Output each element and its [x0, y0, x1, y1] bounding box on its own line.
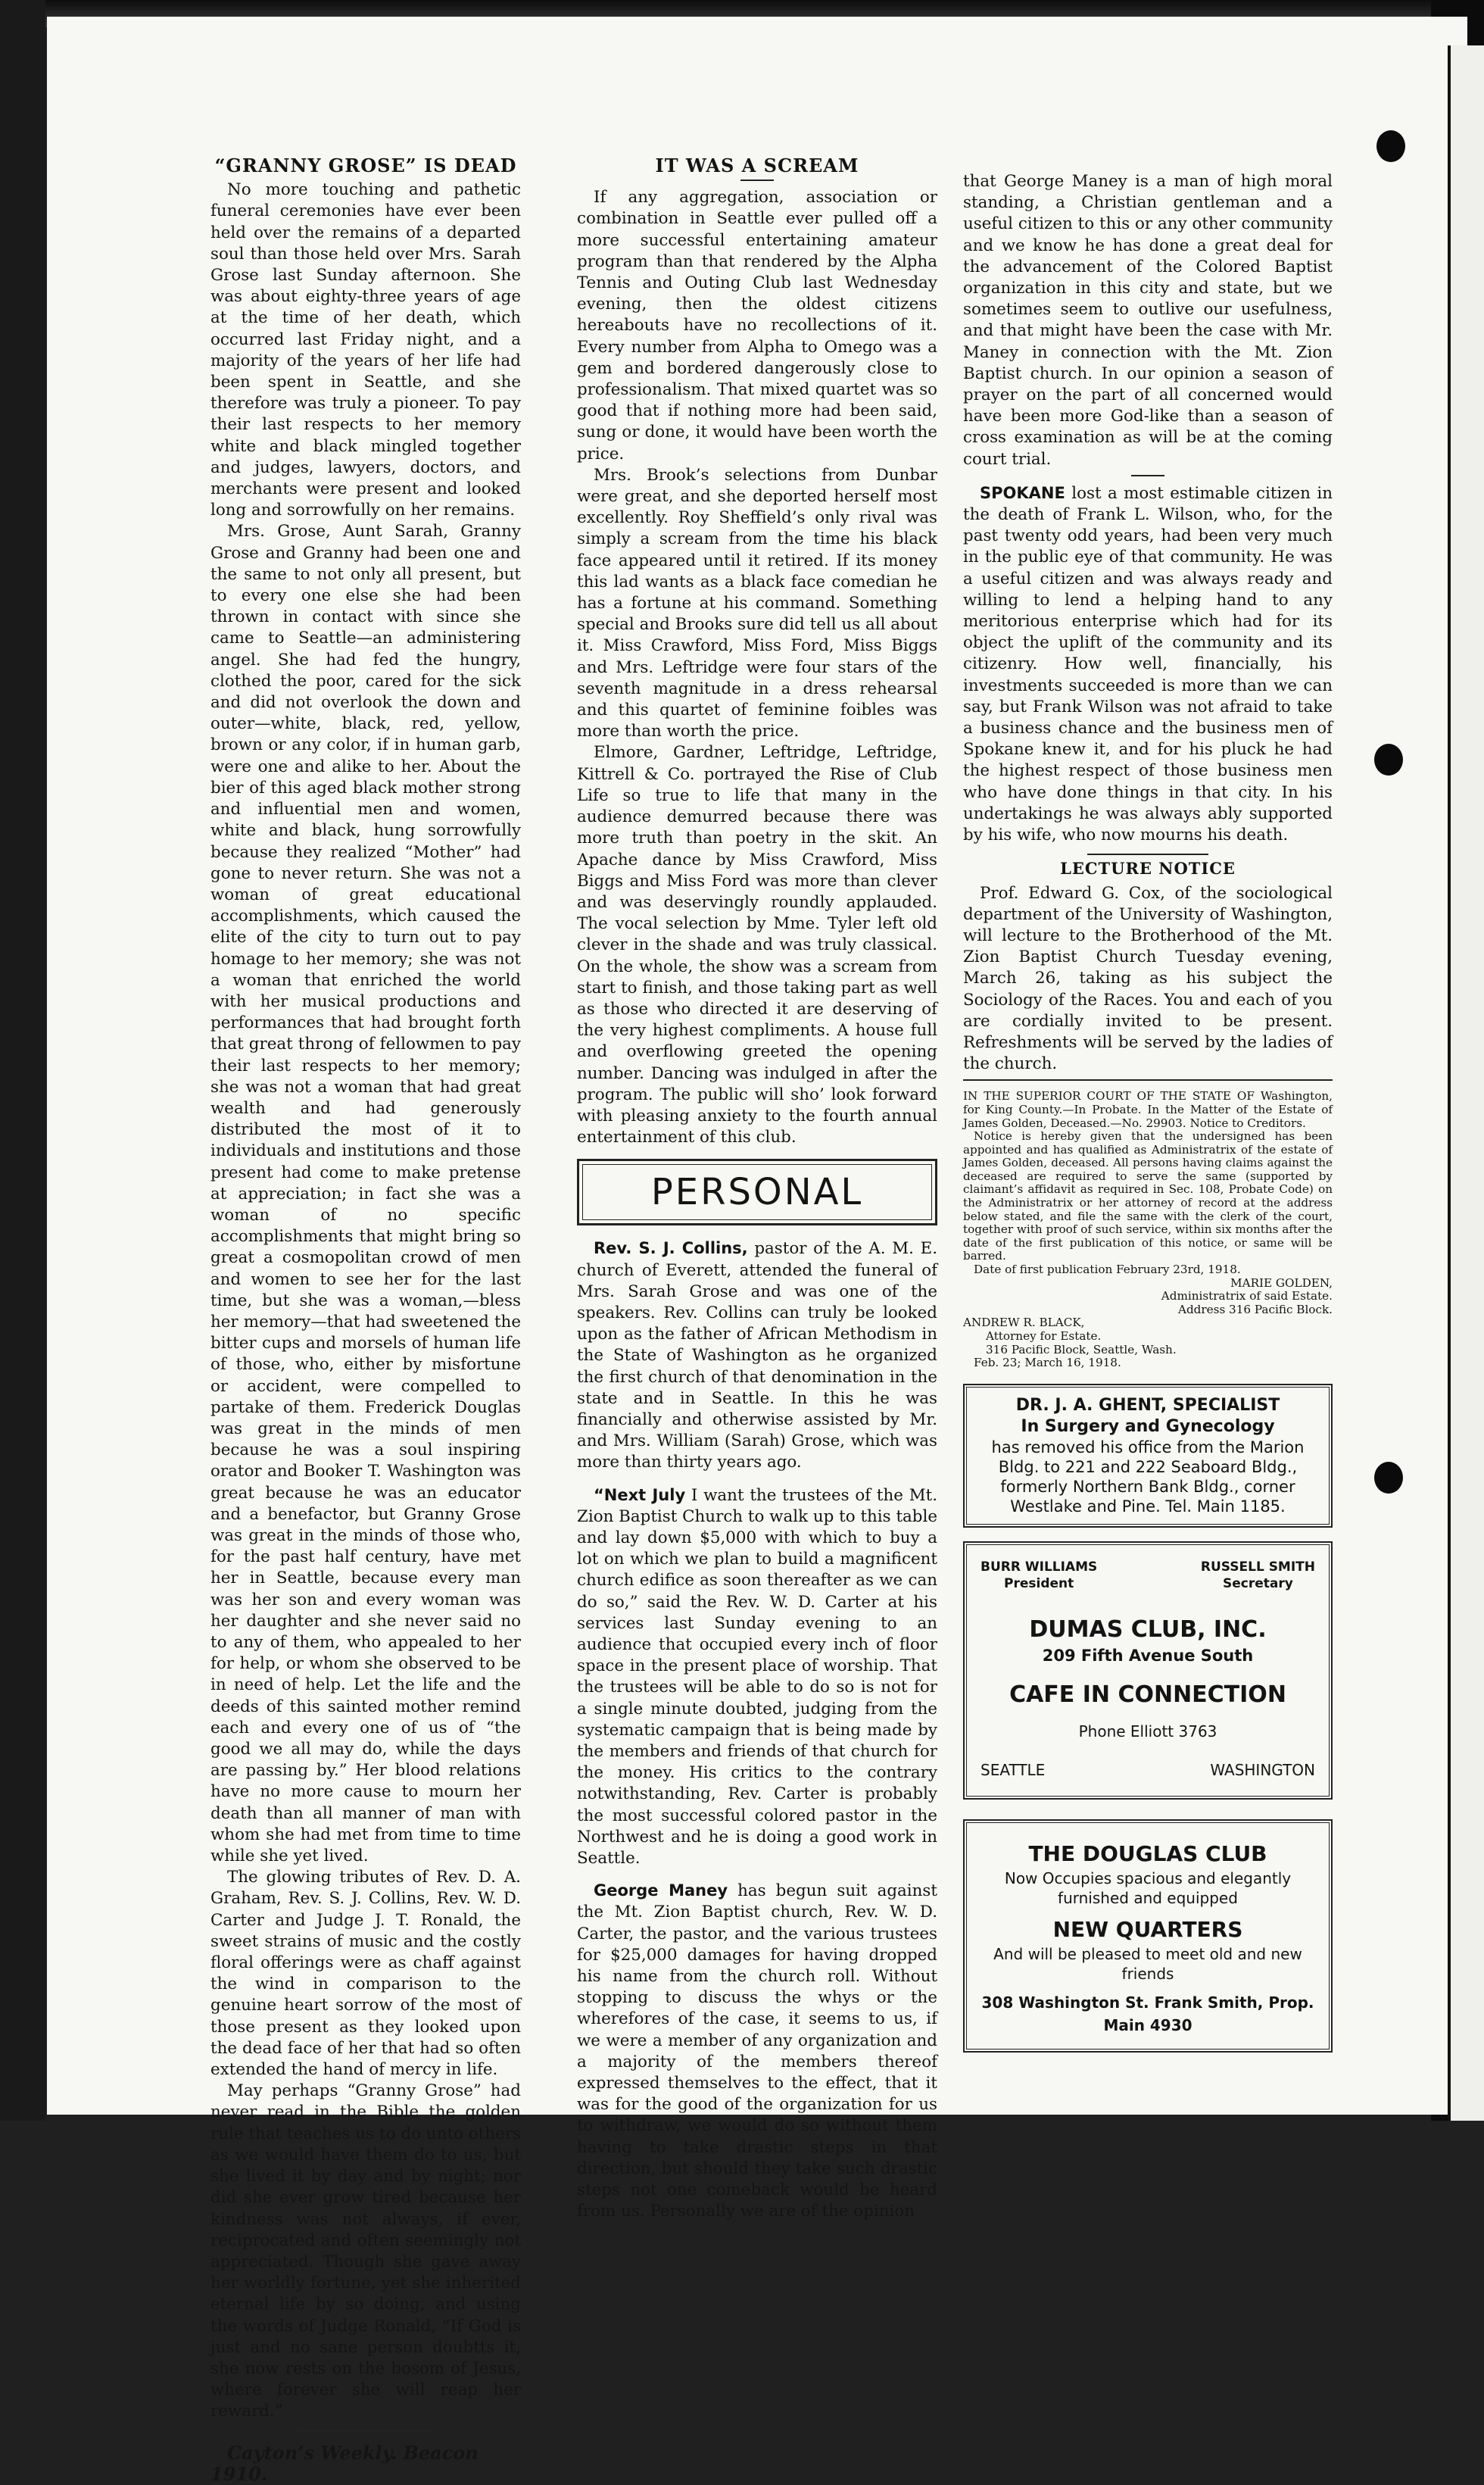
headline-rule [740, 180, 774, 181]
personal-item [577, 1880, 937, 2222]
ad-body: has removed his office from the Marion Bldg. to 221 and 222 Seaboard Bldg., formerly Northern Bank Bldg., corner Westlake and Pine. Tel. Main 1185. [991, 1438, 1305, 1516]
legal-attorney: ANDREW R. BLACK, [963, 1316, 1085, 1330]
ad-subtitle: NEW QUARTERS [1052, 1916, 1243, 1942]
article-paragraph: Mrs. Grose, Aunt Sarah, Granny Grose and Granny had been one and the same to not only all present, but to every one else she had been thrown in contact with since she came to Seattle—an administering angel. She had fed the hungry, clothed the poor, cared for the sick and did not overlook the down and outer—white, black, red, yellow, brown or any color, if in human garb, were one and alike to her. About the bier of this aged black mother strong and influential men and women, white and black, hung sorrowfully because they realized “Mother” had gone to never return. She was not a woman of great educational accomplishments, which caused the elite of the city to turn out to pay homage to her memory; she was not a woman that enriched the world with her musical productions and performances that had brought forth that great throng of fellowmen to pay their last respects to her memory; she was not a woman that had great wealth and had generously distributed the most of it to individuals and institutions and those present had come to make pretense at appreciation; in fact she was a woman of no specific accomplishments that might bring so great a cosmopolitan crowd of men and women to see her for the last time, but she was a woman,—bless her memory—that had sweetened the bitter cups and morsels of human life of those, who, either by misfortune or accident, were compelled to partake of them. Frederick Douglas was great in the minds of men because he was a soul inspiring orator and Booker T. Washington was great because he was an educator and a benefactor, but Granny Grose was great in the minds of those who, for the past half century, have met her in Seattle, because every man was her son and every woman was her daughter and she never said no to any of them, who appealed to her for help, or whom she observed to be in need of help. Let the life and the deeds of this sainted mother remind each and every one of us of “the good we all may do, while the days are passing by.” Her blood relations have no more cause to mourn her death than all manner of man with whom she had met from time to time while she yet lived. [210, 522, 521, 1866]
ad-phone: Phone Elliott 3763 [1078, 1722, 1217, 1741]
item-lead: SPOKANE [980, 483, 1065, 502]
column-scream-personal [577, 155, 937, 2222]
ad-title: DR. J. A. GHENT, SPECIALIST [1015, 1395, 1280, 1415]
scan-border-left [0, 0, 45, 2121]
page-edge-strip [1448, 45, 1484, 2121]
section-divider [1087, 854, 1208, 855]
headline-granny-grose: “GRANNY GROSE” IS DEAD [214, 155, 517, 176]
ad-body: And will be pleased to meet old and new friends [993, 1944, 1302, 1983]
section-divider [298, 2430, 434, 2432]
item-lead: “Next July [594, 1485, 686, 1504]
officer-name: BURR WILLIAMS [980, 1559, 1098, 1575]
item-text: pastor of the A. M. E. church of Everett, attended the funeral of Mrs. Sarah Grose and was one of the speakers. Rev. Collins can truly be looked upon as the father of African Methodism in the State of Washington as he organized the first church of that denomination in the state and in Seattle. In this he was financially and otherwise assisted by Mr. and Mrs. William (Sarah) Grose, which was more than thirty years ago. [577, 1239, 937, 1472]
colophon: Cayton’s Weekly. Beacon 1910. [210, 2441, 479, 2485]
legal-attorney: 316 Pacific Block, Seattle, Wash. [986, 1342, 1177, 1356]
item-text: lost a most estimable citizen in the death of Frank L. Wilson, who, for the past twenty odd years, had been very much in the public eye of that community. He was a useful citizen and was always ready and willing to lend a helping hand to any meritorious enterprise which had for its object the uplift of the community and its citizenry. How well, financially, his investments succeeded is more than we can say, but Frank Wilson was not afraid to take a business chance and the business men of Spokane knew it, and for his pluck he had the highest respect of those business men who have done things in that city. In his undertakings he was always ably supported by his wife, who now mourns his death. [963, 483, 1333, 845]
legal-line: IN THE SUPERIOR COURT OF THE STATE OF Washington, for King County.—In Probate. In the Matter of the Estate of James Golden, Deceased.—No. 29903. Notice to Creditors. [963, 1089, 1333, 1130]
legal-line: Date of first publication February 23rd, 1918. [974, 1263, 1241, 1277]
binder-hole [1374, 744, 1403, 776]
lecture-paragraph: Prof. Edward G. Cox, of the sociological department of the University of Washington, will lecture to the Brotherhood of the Mt. Zion Baptist Church Tuesday evening, March 26, taking as his subject the Sociology of the Races. You and each of you are cordially invited to be present. Refreshments will be served by the ladies of the church. [963, 883, 1333, 1074]
ad-city: SEATTLE [980, 1760, 1046, 1779]
ad-title: THE DOUGLAS CLUB [1028, 1840, 1267, 1866]
legal-attorney: Attorney for Estate. [986, 1329, 1102, 1344]
article-paragraph: If any aggregation, association or combination in Seattle ever pulled off a more successful entertaining amateur program than that rendered by the Alpha Tennis and Outing Club last Wednesday evening, then the oldest citizens hereabouts have no recollections of it. Every number from Alpha to Omego was a gem and bordered dangerously close to professionalism. That mixed quartet was so good that if nothing more had been said, sung or done, it would have been worth the price. [577, 188, 937, 464]
ad-address: 308 Washington St. Frank Smith, Prop. [981, 1993, 1314, 2012]
legal-signature: Administratrix of said Estate. [1161, 1289, 1333, 1303]
legal-notice [963, 1090, 1333, 1369]
personal-heading-box [577, 1159, 937, 1225]
officer-title: President [1004, 1576, 1074, 1592]
personal-item [577, 1484, 937, 1870]
personal-item [577, 1238, 937, 1473]
column-right [963, 171, 1333, 2053]
legal-signature: MARIE GOLDEN, [1230, 1275, 1333, 1290]
officer-title: Secretary [1223, 1576, 1293, 1592]
headline-it-was-a-scream: IT WAS A SCREAM [655, 155, 859, 176]
ad-title: DUMAS CLUB, INC. [1029, 1616, 1267, 1644]
article-paragraph: The glowing tributes of Rev. D. A. Graham, Rev. S. J. Collins, Rev. W. D. Carter and Judge J. T. Ronald, the sweet strains of music and the costly floral offerings were as chaff against the wind in comparison to the genuine heart sorrow of the most of those present as they looked upon the dead face of her that had so often extended the hand of mercy in life. [210, 1868, 521, 2080]
ad-officer [980, 1559, 1097, 1592]
item-text: I want the trustees of the Mt. Zion Baptist Church to walk up to this table and lay down $5,000 with which to buy a lot on which we plan to build a magnificent church edifice as soon thereafter as we can do so,” said the Rev. W. D. Carter at his services last Sunday evening to an audience that occupied every inch of floor space in the present place of worship. That the trustees will be able to do so is not for a single minute doubted, judging from the systematic campaign that is being made by the members and friends of that church for the money. His critics to the contrary notwithstanding, Rev. Carter is probably the most successful colored pastor in the Northwest and he is doing a good work in Seattle. [577, 1485, 937, 1868]
article-paragraph: Elmore, Gardner, Leftridge, Leftridge, Kittrell & Co. portrayed the Rise of Club Life so true to life that many in the audience demurred because there was more truth than poetry in the skit. An Apache dance by Miss Crawford, Miss Biggs and Miss Ford was more than clever and was deservingly roundly applauded. The vocal selection by Mme. Tyler left old clever in the shade and was truly classical. On the whole, the show was a scream from start to finish, and those taking part as well as those who directed it are deserving of the very highest compliments. A house full and overflowing greeted the opening number. Dancing was indulged in after the program. The public will sho’ look forward with pleasing anxiety to the fourth annual entertainment of this club. [577, 743, 937, 1147]
ad-officer [1201, 1559, 1315, 1592]
article-paragraph: that George Maney is a man of high moral standing, a Christian gentleman and a useful citizen to this or any other community and we know he has done a great deal for the advancement of the Colored Baptist organization in this city and state, but we sometimes seem to outlive our usefulness, and that might have been the case with Mr. Maney in connection with the Mt. Zion Baptist church. In our opinion a season of prayer on the part of all concerned would have been more God-like than a season of cross examination as will be at the coming court trial. [963, 172, 1333, 469]
ad-dumas-club [963, 1541, 1333, 1800]
item-lead: George Maney [594, 1881, 728, 1900]
ad-subtitle: CAFE IN CONNECTION [1009, 1681, 1286, 1709]
column-granny-grose [210, 155, 521, 2485]
legal-line: Notice is hereby given that the undersigned has been appointed and has qualified as Administratrix of the estate of James Golden, deceased. All persons having claims against the deceased are required to serve the same (supported by claimant’s affidavit as required in Sec. 108, Probate Code) on the Administratrix or her attorney of record at the address below stated, and file the same with the clerk of the court, together with proof of such service, within six months after the date of the first publication of this notice, or same will be barred. [963, 1129, 1333, 1263]
legal-signature: Address 316 Pacific Block. [1177, 1302, 1333, 1316]
article-paragraph: Mrs. Brook’s selections from Dunbar were great, and she deported herself most excellently. Roy Sheffield’s only rival was simply a scream from the time his black face appeared until it retired. If its money this lad wants as a black face comedian he has a fortune at his command. Something special and Brooks sure did tell us all about it. Miss Crawford, Miss Ford, Miss Biggs and Mrs. Leftridge were four stars of the seventh magnitude in a dress rehearsal and this quartet of feminine foibles was more than worth the price. [577, 465, 937, 741]
item-text: has begun suit against the Mt. Zion Baptist church, Rev. W. D. Carter, the pastor, and the various trustees for $25,000 damages for having dropped his name from the church roll. Without stopping to discuss the whys or the wherefores of the case, it seems to us, if we were a member of any organization and a majority of the members thereof expressed themselves to the effect, that it was for the good of the organization for us to withdraw, we would do so without them having to take drastic steps in that direction, but should they take such drastic steps not one comeback would be heard from us. Personally we are of the opinion [577, 1881, 937, 2221]
ad-phone: Main 4930 [1103, 2015, 1192, 2034]
legal-dates: Feb. 23; March 16, 1918. [974, 1356, 1121, 1370]
ad-subtitle: In Surgery and Gynecology [1021, 1417, 1275, 1436]
article-paragraph: No more touching and pathetic funeral ceremonies have ever been held over the remains of a departed soul than those held over Mrs. Sarah Grose last Sunday afternoon. She was about eighty-three years of age at the time of her death, which occurred last Friday night, and a majority of the years of her life had been spent in Seattle, and she therefore was truly a pioneer. To pay their last respects to her memory white and black mingled together and judges, lawyers, doctors, and merchants were present and looked long and sorrowfully on her remains. [210, 180, 521, 520]
item-lead: Rev. S. J. Collins, [594, 1239, 748, 1258]
personal-heading: PERSONAL [582, 1164, 932, 1220]
headline-lecture-notice: LECTURE NOTICE [1060, 859, 1236, 879]
spokane-paragraph [963, 482, 1333, 846]
section-divider [963, 1079, 1333, 1081]
section-divider [1131, 475, 1164, 476]
ad-douglas-club [963, 1819, 1333, 2053]
ad-body: Now Occupies spacious and elegantly furnished and equipped [1004, 1868, 1292, 1907]
ad-dr-ghent [963, 1384, 1333, 1528]
binder-hole [1374, 1462, 1403, 1494]
binder-hole [1376, 130, 1405, 162]
ad-address: 209 Fifth Avenue South [1042, 1647, 1254, 1666]
officer-name: RUSSELL SMITH [1200, 1559, 1315, 1575]
article-paragraph: May perhaps “Granny Grose” had never read in the Bible the golden rule that teaches us to do unto others as we would have them do to us, but she lived it by day and by night; nor did she ever grow tired because her kindness was not always, if ever, reciprocated and often seemingly not appreciated. Though she gave away her worldly fortune, yet she inherited eternal life by so doing, and using the words of Judge Ronald, “If God is just and no sane person doubtts it, she now rests on the bosom of Jesus, where forever she will reap her reward.” [210, 2081, 521, 2421]
ad-state: WASHINGTON [1210, 1760, 1315, 1779]
